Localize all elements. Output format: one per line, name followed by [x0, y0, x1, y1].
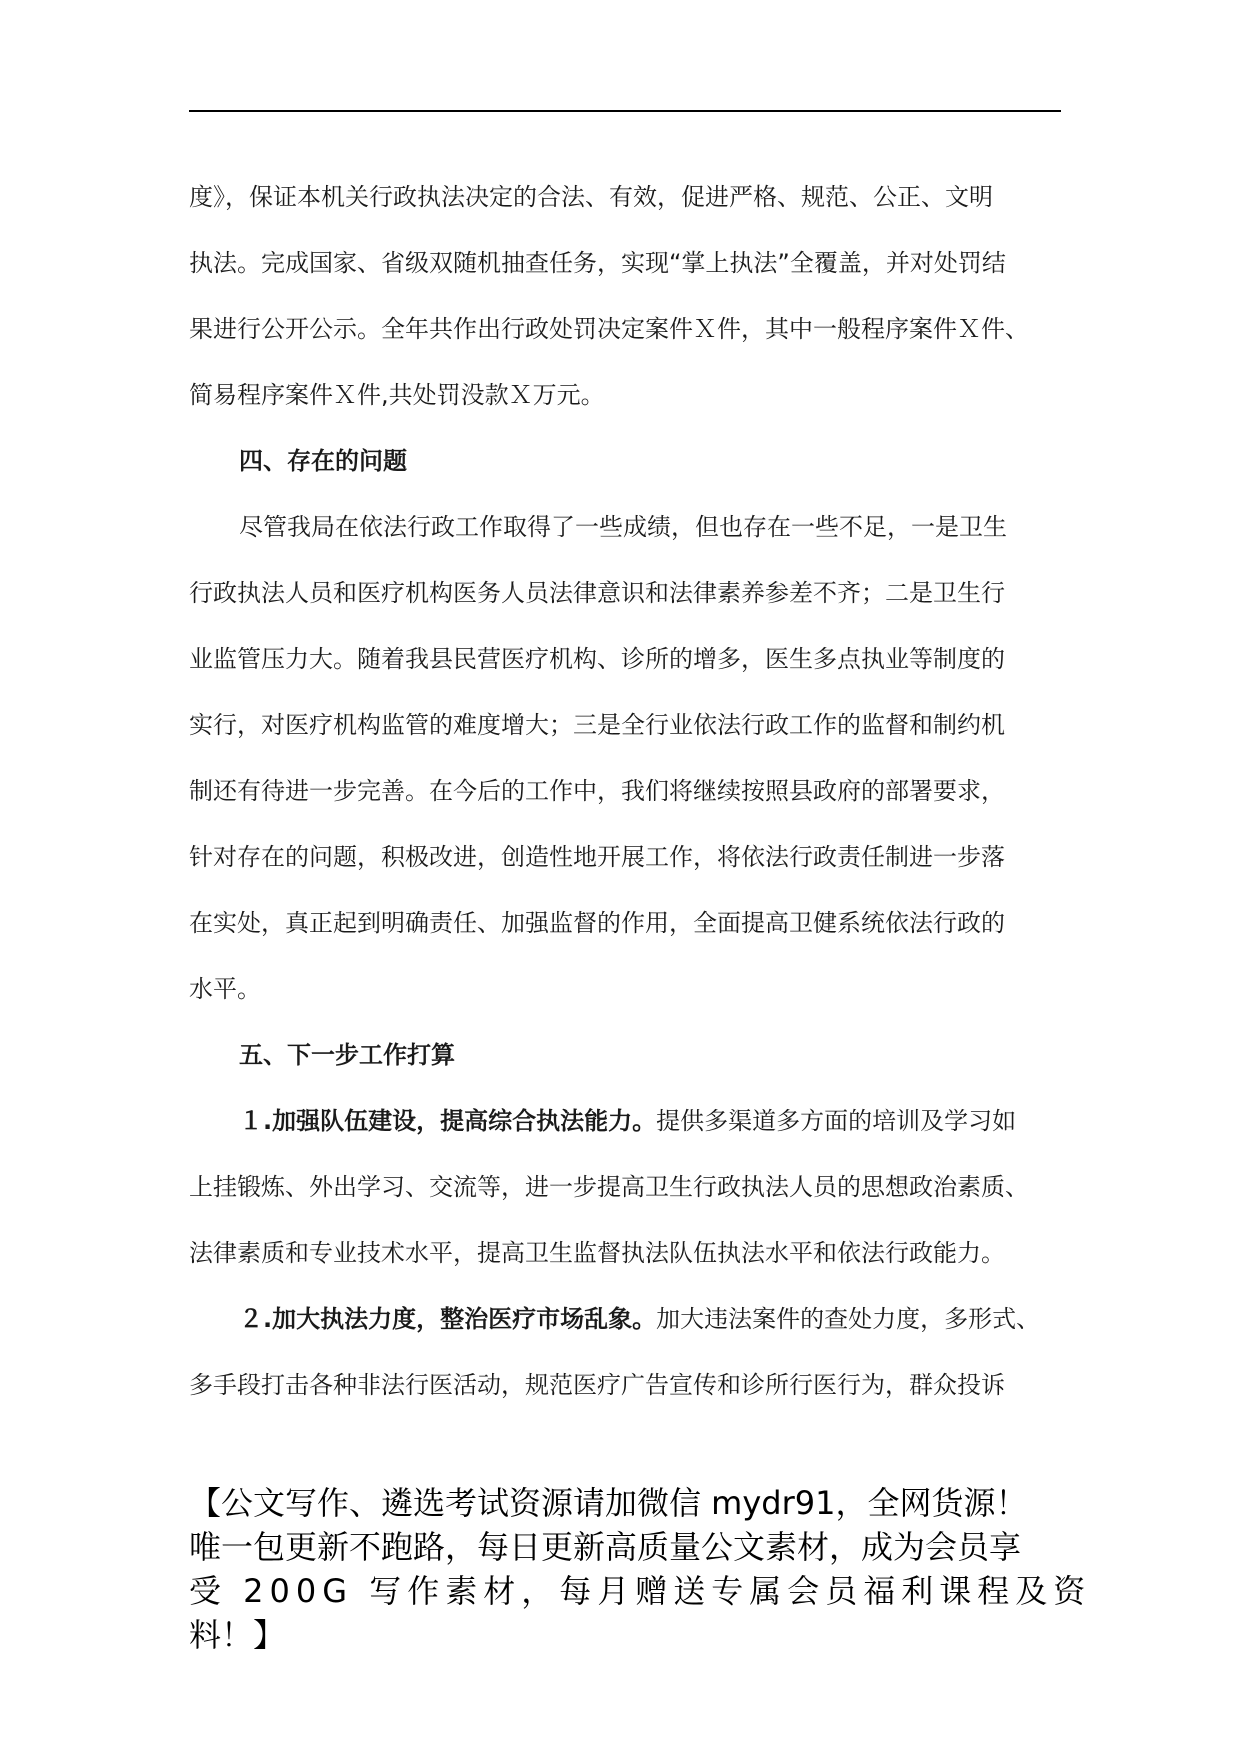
header-rule — [189, 110, 1061, 112]
paragraph-line: 针对存在的问题，积极改进，创造性地开展工作，将依法行政责任制进一步落 — [189, 843, 1005, 871]
paragraph-line: 多手段打击各种非法行医活动，规范医疗广告宣传和诊所行医行为，群众投诉 — [189, 1371, 1005, 1399]
paragraph-line: 尽管我局在依法行政工作取得了一些成绩，但也存在一些不足，一是卫生 — [239, 513, 1007, 541]
promo-line: 料！】 — [189, 1616, 286, 1654]
document-body — [189, 164, 1061, 1418]
paragraph-line: 水平。 — [189, 975, 261, 1003]
list-item-first-line — [189, 1088, 1061, 1154]
promo-line: 受 200G 写作素材，每月赠送专属会员福利课程及资 — [189, 1572, 1092, 1610]
paragraph-line: 简易程序案件Ｘ件,共处罚没款Ｘ万元。 — [189, 381, 605, 409]
section-heading: 五、下一步工作打算 — [239, 1041, 455, 1069]
paragraph-line: 行政执法人员和医疗机构医务人员法律意识和法律素养参差不齐；二是卫生行 — [189, 579, 1005, 607]
paragraph-line: 上挂锻炼、外出学习、交流等，进一步提高卫生行政执法人员的思想政治素质、 — [189, 1173, 1029, 1201]
list-item-text: 提供多渠道多方面的培训及学习如 — [656, 1107, 1017, 1135]
promo-line: 【公文写作、遴选考试资源请加微信 mydr91，全网货源！ — [189, 1484, 1028, 1522]
promo-note — [189, 1481, 1092, 1657]
paragraph-line: 在实处，真正起到明确责任、加强监督的作用，全面提高卫健系统依法行政的 — [189, 909, 1005, 937]
paragraph-line: 实行，对医疗机构监管的难度增大；三是全行业依法行政工作的监督和制约机 — [189, 711, 1005, 739]
paragraph-line: 执法。完成国家、省级双随机抽查任务，实现“掌上执法”全覆盖，并对处罚结 — [189, 249, 1006, 277]
paragraph-line: 制还有待进一步完善。在今后的工作中，我们将继续按照县政府的部署要求， — [189, 777, 1005, 805]
list-item-text: 加大违法案件的查处力度，多形式、 — [656, 1305, 1041, 1333]
list-item-title: ２.加大执法力度，整治医疗市场乱象。 — [239, 1305, 657, 1333]
paragraph-line: 业监管压力大。随着我县民营医疗机构、诊所的增多，医生多点执业等制度的 — [189, 645, 1005, 673]
list-item-first-line — [189, 1286, 1061, 1352]
paragraph-line: 度》，保证本机关行政执法决定的合法、有效，促进严格、规范、公正、文明 — [189, 183, 993, 211]
paragraph-line: 法律素质和专业技术水平，提高卫生监督执法队伍执法水平和依法行政能力。 — [189, 1239, 1005, 1267]
promo-line: 唯一包更新不跑路，每日更新高质量公文素材，成为会员享 — [189, 1528, 1022, 1566]
paragraph-line: 果进行公开公示。全年共作出行政处罚决定案件Ｘ件，其中一般程序案件Ｘ件、 — [189, 315, 1029, 343]
section-heading: 四、存在的问题 — [239, 447, 407, 475]
list-item-title: １.加强队伍建设，提高综合执法能力。 — [239, 1107, 657, 1135]
